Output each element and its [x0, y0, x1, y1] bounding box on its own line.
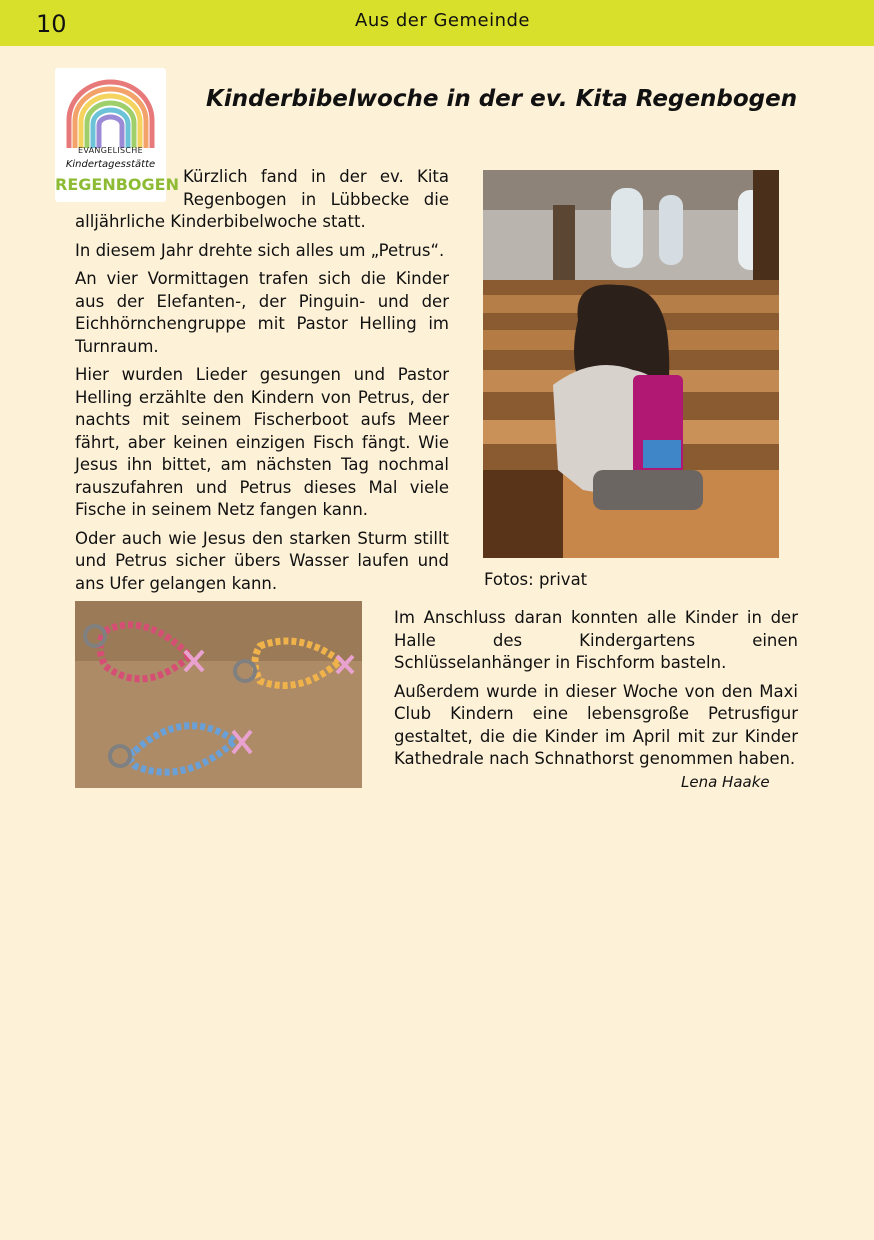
paragraph: An vier Vormittagen trafen sich die Kinder aus der Elefanten-, der Pinguin- und der Eichhörnchengruppe mit Pastor Helling im Turnraum. — [75, 269, 449, 356]
paragraph: Im Anschluss daran konnten alle Kinder in der Halle des Kindergartens einen Schlüsselanhänger in Fischform basteln. — [394, 608, 798, 672]
logo-line-2: Kindertagesstätte — [65, 159, 156, 170]
article-right-column — [394, 607, 798, 777]
logo-line-1: EVANGELISCHE — [78, 146, 143, 155]
logo-wrap-spacer — [75, 166, 183, 211]
photo-petrus-figure-in-church — [483, 170, 779, 558]
author-name: Lena Haake — [681, 773, 770, 791]
paragraph: Kürzlich fand in der ev. Kita Regenbogen in Lübbecke die alljährliche Kinderbibelwoche statt. — [75, 167, 449, 231]
page-number: 10 — [36, 10, 67, 38]
paragraph: Außerdem wurde in dieser Woche von den Maxi Club Kindern eine lebensgroße Petrusfigur gestaltet, die die Kinder im April mit zur Kinder Kathedrale nach Schnathorst genommen haben. — [394, 681, 798, 768]
section-title: Aus der Gemeinde — [355, 10, 530, 31]
paragraph: Hier wurden Lieder gesungen und Pastor Helling erzählte den Kindern von Petrus, der nachts mit seinem Fischerboot aufs Meer fährt, aber keinen einzigen Fisch fängt. Wie Jesus ihn bittet, am nächsten Tag nochmal rauszufahren und Petrus dieses Mal viele Fische in seinem Netz fangen kann. — [75, 365, 449, 519]
paragraph: Oder auch wie Jesus den starken Sturm stillt und Petrus sicher übers Wasser laufen und ans Ufer gelangen kann. — [75, 528, 449, 593]
photo-fish-keychains — [75, 601, 362, 788]
paragraph: In diesem Jahr drehte sich alles um „Petrus“. — [75, 240, 445, 260]
header-bar — [0, 0, 874, 46]
article-left-column — [75, 166, 449, 601]
article-title: Kinderbibelwoche in der ev. Kita Regenbogen — [206, 86, 798, 112]
logo-line-3: REGENBOGEN — [55, 175, 179, 194]
rainbow-icon — [55, 68, 166, 148]
photo-caption: Fotos: privat — [484, 570, 588, 589]
